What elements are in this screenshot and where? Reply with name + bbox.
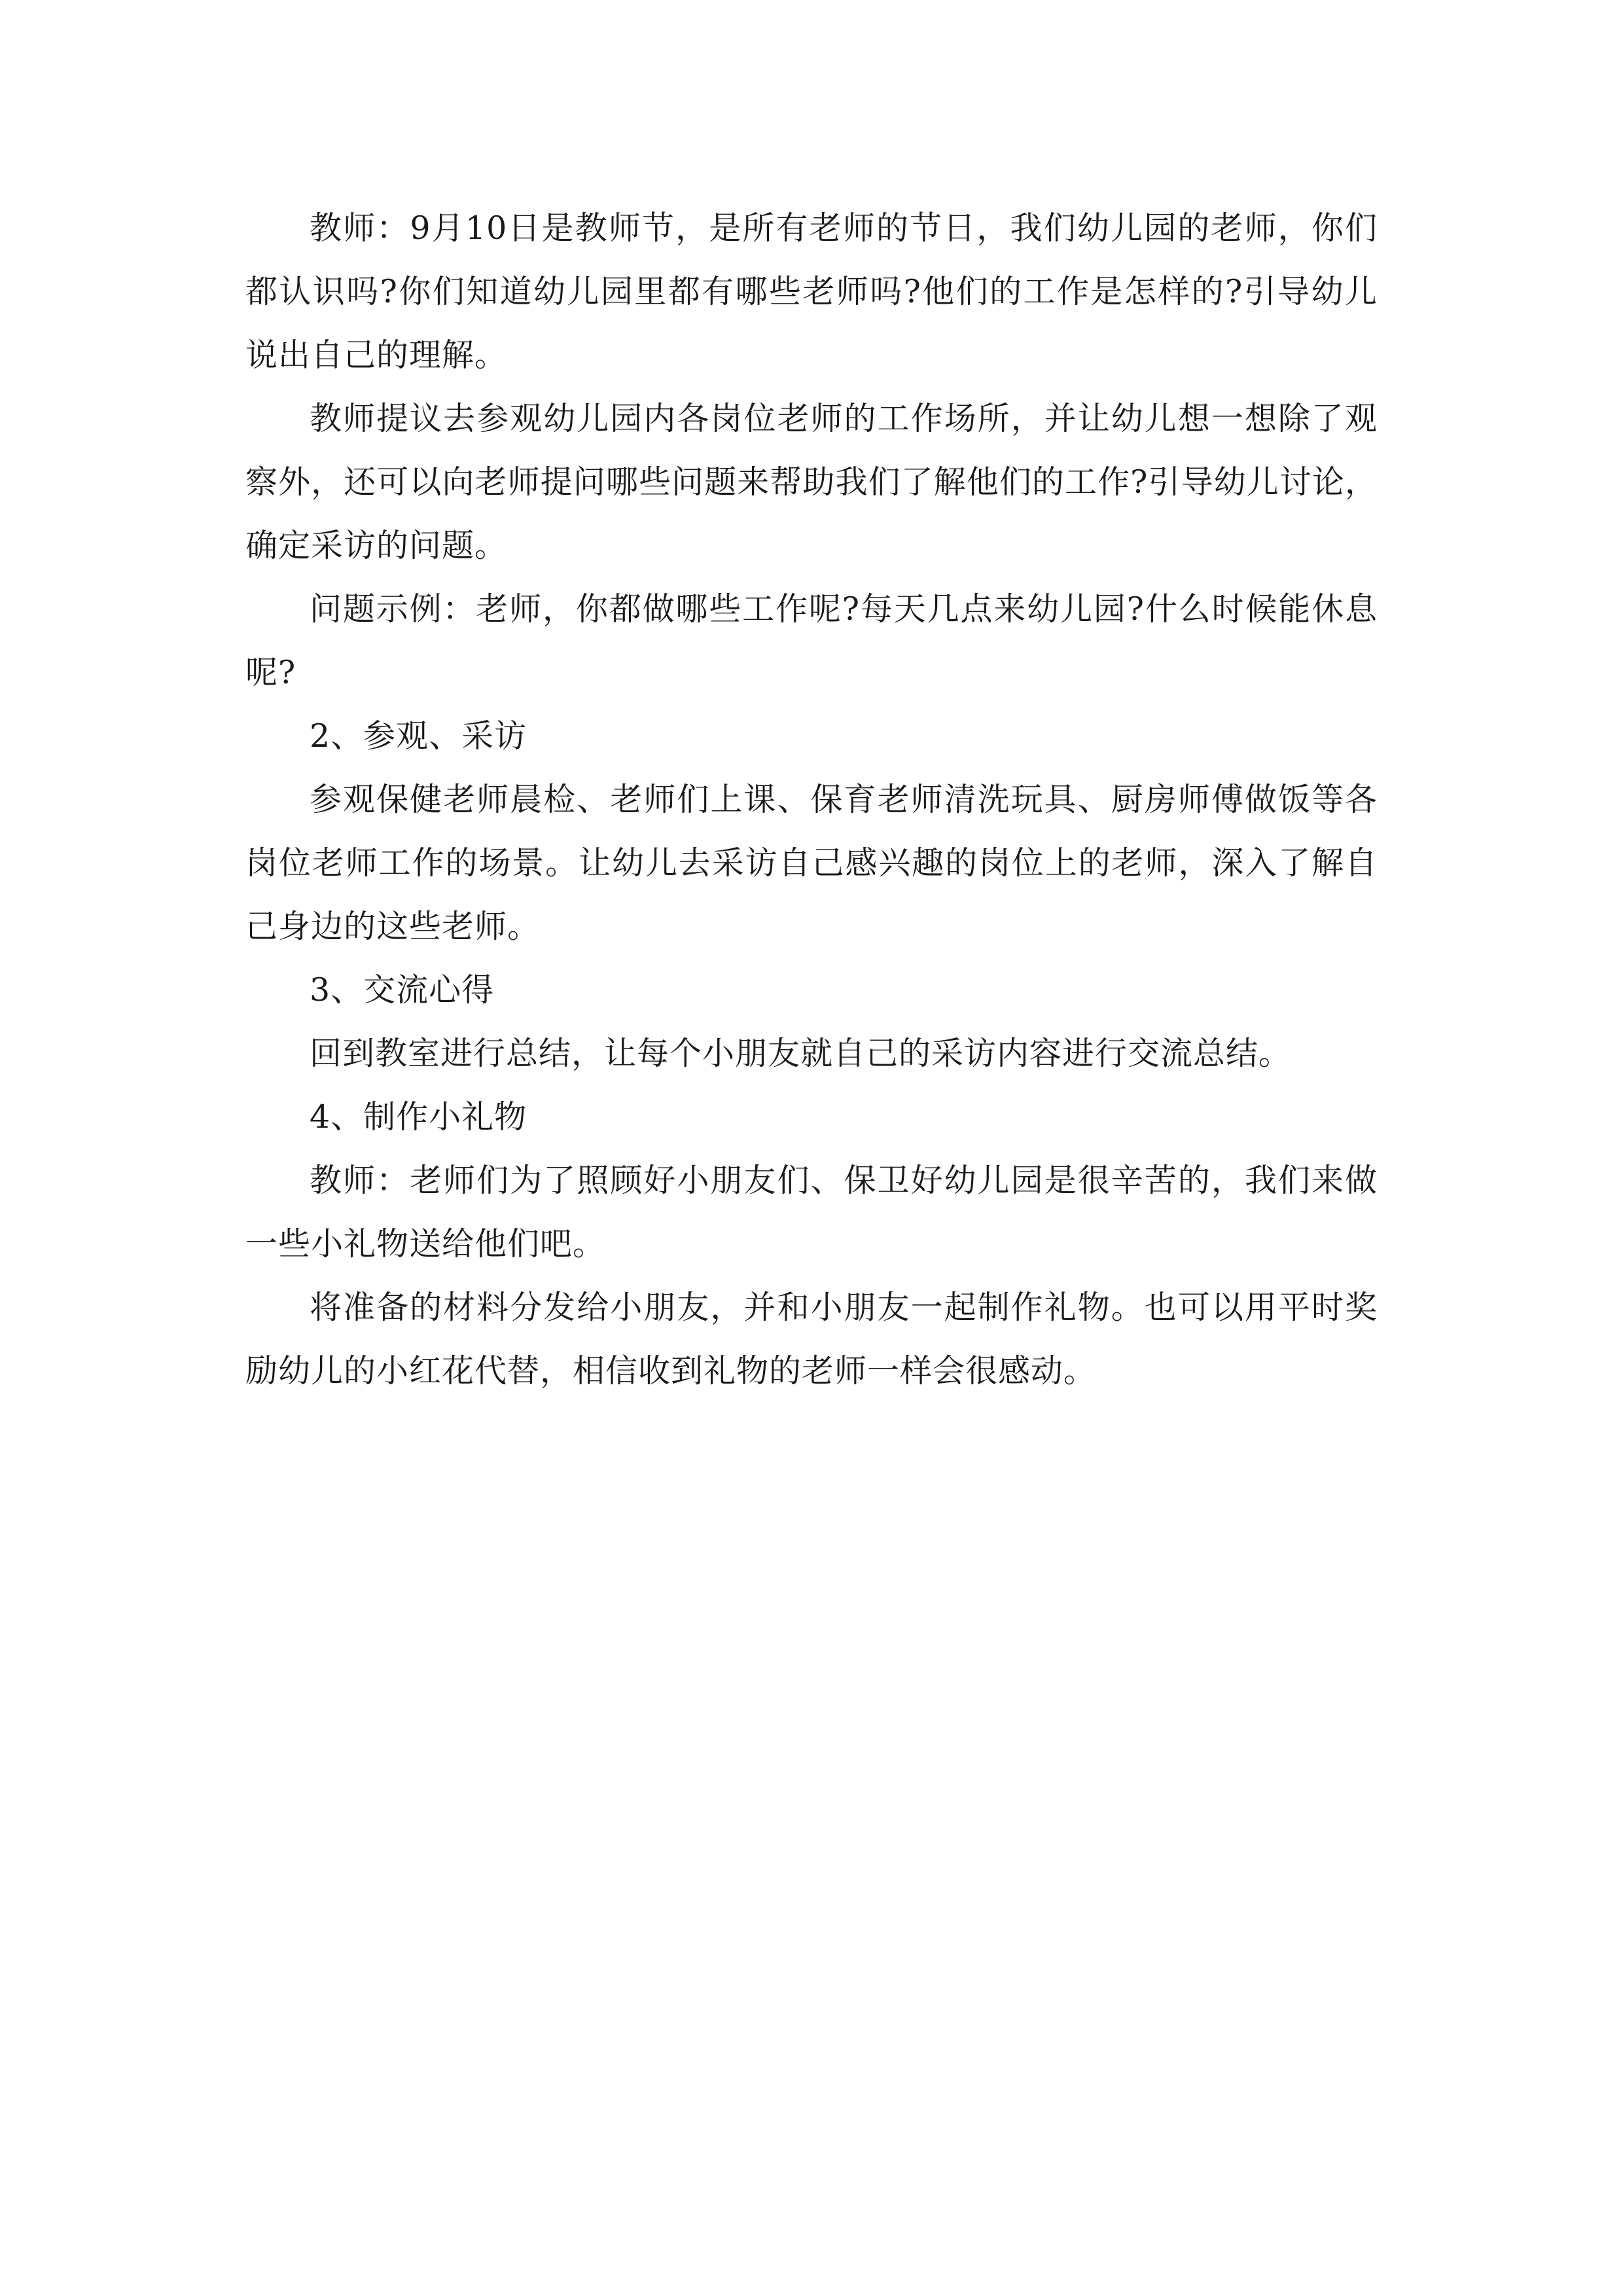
paragraph-visit-details: 参观保健老师晨检、老师们上课、保育老师清洗玩具、厨房师傅做饭等各岗位老师工作的场景。让幼儿去采访自己感兴趣的岗位上的老师，深入了解自己身边的这些老师。 — [245, 781, 1378, 945]
paragraph-summary: 回到教室进行总结，让每个小朋友就自己的采访内容进行交流总结。 — [310, 1035, 1292, 1072]
paragraph-question-example: 问题示例：老师，你都做哪些工作呢?每天几点来幼儿园?什么时候能休息呢? — [245, 590, 1378, 691]
section-heading-make-gifts: 4、制作小礼物 — [310, 1098, 527, 1136]
section-heading-visit-interview: 2、参观、采访 — [310, 717, 527, 755]
paragraph-intro-question: 教师：9月10日是教师节，是所有老师的节日，我们幼儿园的老师，你们都认识吗?你们知道幼儿园里都有哪些老师吗?他们的工作是怎样的?引导幼儿说出自己的理解。 — [245, 209, 1378, 374]
paragraph-visit-proposal: 教师提议去参观幼儿园内各岗位老师的工作场所，并让幼儿想一想除了观察外，还可以向老师提问哪些问题来帮助我们了解他们的工作?引导幼儿讨论，确定采访的问题。 — [245, 400, 1378, 564]
paragraph-gift-making: 将准备的材料分发给小朋友，并和小朋友一起制作礼物。也可以用平时奖励幼儿的小红花代替，相信收到礼物的老师一样会很感动。 — [245, 1289, 1378, 1390]
document-body — [245, 196, 1378, 1403]
paragraph-gift-intro: 教师：老师们为了照顾好小朋友们、保卫好幼儿园是很辛苦的，我们来做一些小礼物送给他们吧。 — [245, 1162, 1378, 1263]
section-heading-share-experience: 3、交流心得 — [310, 971, 495, 1009]
